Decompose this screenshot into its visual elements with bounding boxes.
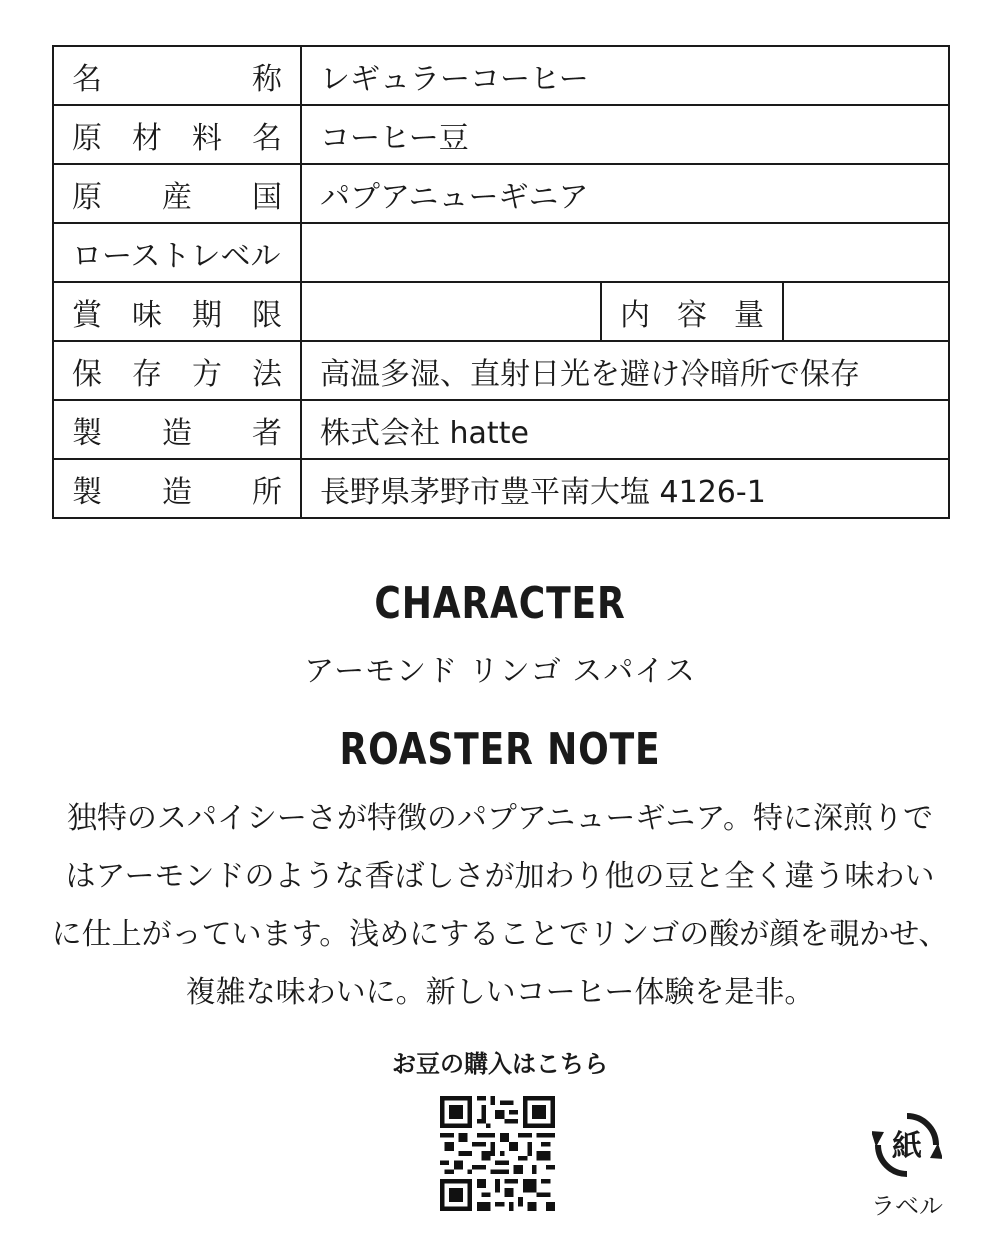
spec-label-name: 名 称 [53, 46, 301, 105]
spec-label-factory: 製 造 所 [53, 459, 301, 518]
spec-row-maker [53, 400, 949, 459]
paper-recycle-label: ラベル [871, 1192, 943, 1220]
spec-label-ingredients: 原 材 料 名 [53, 105, 301, 164]
spec-row-best-before [53, 282, 949, 341]
spec-row-name [53, 46, 949, 105]
spec-label-best-before: 賞 味 期 限 [53, 282, 301, 341]
spec-value-best-before [301, 282, 601, 341]
spec-label-origin: 原 産 国 [53, 164, 301, 223]
character-notes: アーモンド リンゴ スパイス [304, 654, 696, 689]
roaster-note-line: はアーモンドのような香ばしさが加わり他の豆と全く違う味わい [65, 859, 935, 894]
roaster-note-body [40, 790, 960, 1022]
spec-row-roast [53, 223, 949, 282]
spec-label-roast: ローストレベル [53, 223, 301, 282]
product-spec-table [52, 45, 950, 519]
spec-value-name: レギュラーコーヒー [301, 46, 949, 105]
spec-label-maker: 製 造 者 [53, 400, 301, 459]
roaster-note-line: 独特のスパイシーさが特徴のパプアニューギニア。特に深煎りで [66, 801, 934, 836]
purchase-caption: お豆の購入はこちら [392, 1050, 608, 1078]
character-heading: CHARACTER [374, 578, 626, 629]
roaster-note-line: に仕上がっています。浅めにすることでリンゴの酸が顔を覗かせ、 [51, 917, 949, 952]
spec-value-factory: 長野県茅野市豊平南大塩 4126-1 [301, 459, 949, 518]
spec-value-origin: パプアニューギニア [301, 164, 949, 223]
paper-recycle-char: 紙 [892, 1129, 922, 1164]
spec-value-ingredients: コーヒー豆 [301, 105, 949, 164]
spec-label-storage: 保 存 方 法 [53, 341, 301, 400]
roaster-note-line: 複雑な味わいに。新しいコーヒー体験を是非。 [185, 975, 815, 1010]
spec-value-maker: 株式会社 hatte [301, 400, 949, 459]
spec-row-factory [53, 459, 949, 518]
roaster-note-heading: ROASTER NOTE [339, 724, 661, 775]
spec-row-ingredients [53, 105, 949, 164]
spec-value-contents [783, 282, 949, 341]
spec-value-storage: 高温多湿、直射日光を避け冷暗所で保存 [301, 341, 949, 400]
paper-recycle-icon [872, 1110, 942, 1180]
spec-label-contents: 内 容 量 [601, 282, 783, 341]
spec-row-storage [53, 341, 949, 400]
spec-value-roast [301, 223, 949, 282]
qr-code-icon[interactable] [440, 1096, 555, 1211]
paper-recycle-mark [862, 1110, 952, 1221]
spec-row-origin [53, 164, 949, 223]
